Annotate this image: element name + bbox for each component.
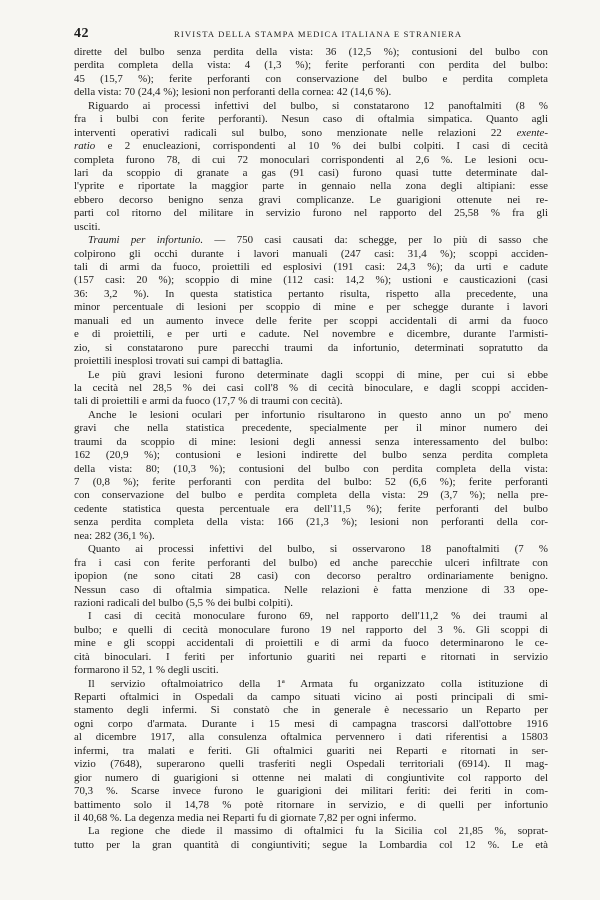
text-line: I casi di cecità monoculare furono 69, nel rapporto dell'11,2 % dei traumi al [88,610,548,623]
text-line: lari da scoppio di granate a gas (91 casi) furono quasi tutte determinate dal- [74,166,548,179]
text-line: La regione che diede il massimo di oftalmici fu la Sicilia col 21,85 %, soprat- [88,825,548,838]
text-line: senza perdita completa della vista: 166 (21,3 %); lesioni non perforanti della cor- [74,516,548,529]
article-body [74,46,548,852]
text-line: perdita completa della vista: 4 (1,3 %); ferite perforanti con perdita del bulbo: [74,59,548,72]
text-line: (157 casi: 20 %); scoppio di mine (112 casi: 14,2 %); ustioni e causticazioni (casi [74,274,548,287]
text-line: ratio e 2 enucleazioni, corrispondenti al 10 % dei bulbi colpiti. I casi di cecità [74,140,548,153]
text-line: cità binoculari. I feriti per infortunio guariti nei reparti e ritornati in servizio [74,650,548,663]
text-line: traumi da scoppio di mine: lesioni degli annessi senza interessamento del bulbo: [74,435,548,448]
text-line: 36: 3,2 %). In questa statistica pertanto risulta, rispetto alla precedente, una [74,287,548,300]
text-line: fra i casi con ferite perforanti del bulbo) ed anche parecchie ulceri infiltrate con [74,556,548,569]
text-line: Anche le lesioni oculari per infortunio risultarono in questo anno un po' meno [88,408,548,421]
text-line: proiettili inesplosi trovati sui campi di battaglia. [74,355,284,368]
text-line: tali di proiettili e armi da fuoco (17,7 % di traumi con cecità). [74,395,343,408]
text-line: parti col ritorno del militare in servizio furono nel rapporto del 25,58 % fra gli [74,207,548,220]
text-line: tutto per la gran quantità di congiuntiviti; segue la Lombardia col 12 %. Le età [74,838,548,851]
text-line: Traumi per infortunio. — 750 casi causati da: schegge, per lo più di sasso che [88,234,548,247]
text-line: 7 (0,8 %); ferite perforanti con perdita del bulbo: 52 (6,6 %); ferite perforanti [74,476,548,488]
text-line: Nessun caso di oftalmia simpatica. Nelle relazioni è fatta menzione di 33 ope- [74,583,548,596]
text-line: Quanto ai processi infettivi del bulbo, si osservarono 18 panoftalmiti (7 % [88,543,548,556]
text-line: e di proiettili, e per urti e cadute. Nel novembre e dicembre, durante l'armisti- [74,328,548,341]
text-line: infermi, tra malati e feriti. Gli oftalmici guariti nei Reparti e ritornati in ser- [74,744,548,757]
text-line: gior numero di guarigioni si ottenne nei malati di congiuntivite col rapporto del [74,771,548,784]
text-line: ipopion (ne sono citati 28 casi) con decorso peraltro ordinariamente benigno. [74,570,548,583]
page-number: 42 [74,26,89,41]
text-line: l'yprite e riportate la maggior parte in gennaio nella zona degli altipiani: esse [74,180,548,193]
text-line: zio, si constatarono pure parecchi traumi da infortunio, determinati sopratutto da [74,341,548,354]
text-line: fra i bulbi con ferite perforanti). Nesun caso di oftalmia simpatica. Quanto agli [74,113,548,126]
text-line: la cecità nel 28,5 % dei casi coll'8 % di cecità binoculare, e dagli scoppi acciden- [74,381,548,394]
text-line: tali di armi da fuoco, proiettili ed esplosivi (191 casi: 24,3 %); da urti e cadute [74,261,548,273]
text-line: Le più gravi lesioni furono determinate dagli scoppi di mine, per cui si ebbe [88,368,548,381]
text-line: con conservazione del bulbo e perdita completa della vista: 29 (3,7 %); nella pre- [74,489,548,502]
running-title: RIVISTA DELLA STAMPA MEDICA ITALIANA E STRANIERA [174,29,463,39]
text-line: Riguardo ai processi infettivi del bulbo, si constatarono 12 panoftalmiti (8 % [88,99,548,112]
text-line: Il servizio oftalmoiatrico della 1ª Armata fu organizzato colla istituzione di [88,677,548,690]
text-line: completa furono 78, di cui 72 monoculari corrispondenti al 2,6 %. Le lesioni ocu- [74,153,548,166]
text-line: bulbo; e quelli di cecità monoculare furono 19 nel rapporto del 3 %. Gli scoppi di [74,623,548,636]
text-line: mine e gli scoppi accidentali di proiettili e di armi da fuoco determinarono le ce- [74,637,548,650]
text-line: della vista: 70 (24,4 %); lesioni non perforanti della cornea: 42 (14,6 %). [74,86,392,99]
text-line: ebbero decorso benigno senza gravi complicanze. Le guarigioni ottenute nei re- [74,193,548,206]
text-line: stamento degli infermi. Si constatò che in generale è necessario un Reparto per [74,704,548,717]
text-line: il 40,68 %. La degenza media nei Reparti fu di giornate 7,82 per ogni infermo. [74,811,417,824]
text-line: della vista: 80; (10,3 %); contusioni del bulbo con perdita completa della vista: [74,462,548,475]
text-line: manuali ed un aumento invece delle ferite per scoppi accidentali di armi da fuoco [74,314,548,327]
text-line: ogni corpo d'armata. Durante i 15 mesi di campagna trascorsi dall'ottobre 1916 [74,717,548,730]
text-line: 45 (15,7 %); ferite perforanti con conservazione del bulbo e perdita completa [74,72,548,85]
text-line: battimento solo il 14,78 % potè ritornare in servizio, e di quelli per infortunio [74,798,548,811]
text-line: cedente statistica questa percentuale era dell'11,5 %); ferite perforanti del bulbo [74,502,548,515]
text-line: razioni radicali del bulbo (5,5 % dei bulbi colpiti). [74,596,293,609]
text-line: colpirono gli occhi durante i lavori manuali (247 casi: 31,4 %); scoppi acciden- [74,247,548,260]
text-line: interventi operativi radicali sul bulbo, sono menzionate nelle relazioni 22 exente- [74,126,548,139]
text-line: vizio (7648), superarono quelli trasferiti negli Ospedali territoriali (6914). Il mag- [74,758,548,771]
text-line: dirette del bulbo senza perdita della vista: 36 (12,5 %); contusioni del bulbo con [74,46,548,58]
text-line: nea: 282 (36,1 %). [74,529,155,542]
text-line: 162 (20,9 %); contusioni e lesioni indirette del bulbo senza perdita completa [74,449,548,462]
page-header [74,26,550,44]
text-line: Reparti oftalmici in Ospedali da campo situati vicino ai posti principali di smi- [74,691,548,703]
text-line: minor percentuale di lesioni per scoppio di mine e per schegge durante i lavori [74,301,548,314]
text-line: formarono il 52, 1 % degli usciti. [74,664,219,677]
text-line: usciti. [74,220,101,233]
text-line: al dicembre 1917, alla consulenza oftalmica pervennero i dati riferentisi a 15803 [74,731,548,744]
text-line: gravi che nella statistica precedente, specialmente per il minor numero dei [74,422,548,435]
text-line: 70,3 %. Scarse invece furono le guarigioni dei militari feriti: dei feriti in com- [74,785,548,798]
